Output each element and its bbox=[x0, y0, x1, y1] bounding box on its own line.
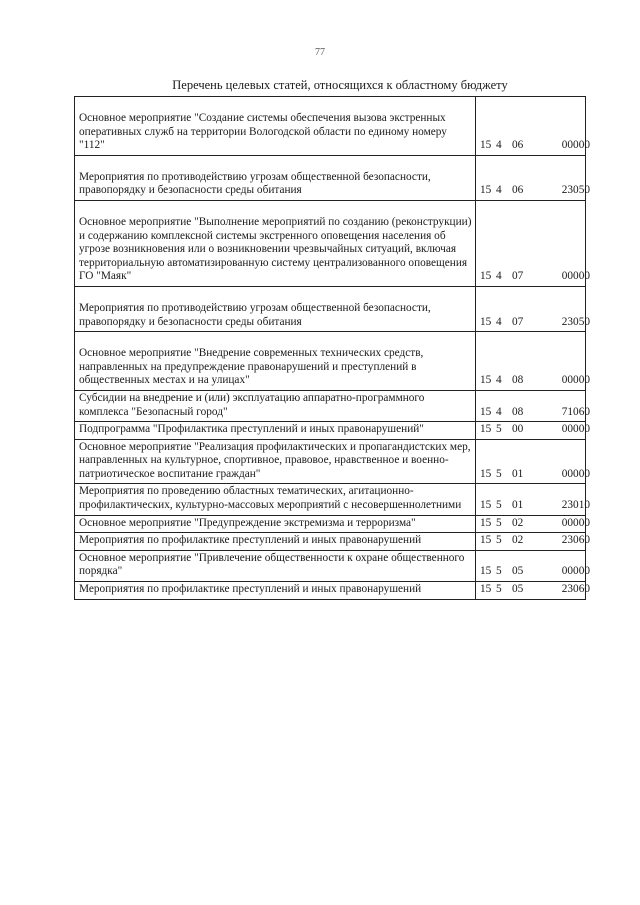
subprogram-code: 5 bbox=[496, 423, 502, 436]
table-row bbox=[75, 533, 586, 551]
main-event-code: 06 bbox=[512, 184, 524, 197]
article-description bbox=[75, 97, 476, 156]
article-code bbox=[476, 155, 590, 200]
subprogram-code: 4 bbox=[496, 139, 502, 152]
main-event-code: 08 bbox=[512, 405, 524, 418]
direction-code: 00000 bbox=[561, 565, 590, 578]
main-event-code: 08 bbox=[512, 374, 524, 387]
program-code: 15 bbox=[480, 583, 492, 596]
table-row bbox=[75, 390, 586, 421]
direction-code: 00000 bbox=[561, 423, 590, 436]
main-event-code: 01 bbox=[512, 499, 524, 512]
article-code bbox=[476, 515, 590, 533]
article-description bbox=[75, 286, 476, 331]
direction-code: 71060 bbox=[561, 405, 590, 418]
article-description-text: Основное мероприятие "Создание системы обеспечения вызова экстренных оперативных служб на территории Вологодской области по единому номеру "112" bbox=[79, 112, 447, 152]
subprogram-code: 5 bbox=[496, 583, 502, 596]
article-description bbox=[75, 582, 476, 600]
table-row bbox=[75, 97, 586, 156]
article-description bbox=[75, 155, 476, 200]
direction-code: 00000 bbox=[561, 374, 590, 387]
main-event-code: 06 bbox=[512, 139, 524, 152]
program-code: 15 bbox=[480, 374, 492, 387]
main-event-code: 07 bbox=[512, 315, 524, 328]
direction-code: 00000 bbox=[561, 270, 590, 283]
program-code: 15 bbox=[480, 423, 492, 436]
article-description-text: Основное мероприятие "Внедрение современных технических средств, направленных на предупреждение правонарушений и преступлений в общественных местах и на улицах" bbox=[79, 347, 424, 387]
article-code bbox=[476, 422, 590, 440]
subprogram-code: 4 bbox=[496, 405, 502, 418]
document-title: Перечень целевых статей, относящихся к областному бюджету bbox=[172, 78, 508, 92]
article-description-text: Субсидии на внедрение и (или) эксплуатацию аппаратно-программного комплекса "Безопасный город" bbox=[79, 391, 425, 418]
page-number: 77 bbox=[315, 47, 325, 58]
main-event-code: 02 bbox=[512, 516, 524, 529]
program-code: 15 bbox=[480, 467, 492, 480]
article-description-text: Основное мероприятие "Выполнение мероприятий по созданию (реконструкции) и содержанию комплексной системы экстренного оповещения населения об угрозе возникновения или о возникновении чрезвычайных ситуаций, включая территориальную автоматизированную систему централизованного оповещения ГО "Маяк" bbox=[79, 215, 472, 283]
article-code bbox=[476, 97, 590, 156]
subprogram-code: 4 bbox=[496, 315, 502, 328]
article-description bbox=[75, 390, 476, 421]
table-row bbox=[75, 200, 586, 286]
article-description bbox=[75, 484, 476, 515]
program-code: 15 bbox=[480, 534, 492, 547]
subprogram-code: 4 bbox=[496, 184, 502, 197]
subprogram-code: 5 bbox=[496, 516, 502, 529]
article-description bbox=[75, 200, 476, 286]
table-row bbox=[75, 439, 586, 484]
direction-code: 00000 bbox=[561, 139, 590, 152]
program-code: 15 bbox=[480, 516, 492, 529]
article-description-text: Мероприятия по проведению областных тематических, агитационно-профилактических, культурно-массовых мероприятий с несовершеннолетними bbox=[79, 485, 462, 512]
subprogram-code: 5 bbox=[496, 565, 502, 578]
direction-code: 00000 bbox=[561, 516, 590, 529]
subprogram-code: 5 bbox=[496, 534, 502, 547]
article-description bbox=[75, 533, 476, 551]
article-description-text: Мероприятия по профилактике преступлений и иных правонарушений bbox=[79, 534, 422, 547]
program-code: 15 bbox=[480, 565, 492, 578]
main-event-code: 05 bbox=[512, 583, 524, 596]
main-event-code: 02 bbox=[512, 534, 524, 547]
table-row bbox=[75, 422, 586, 440]
subprogram-code: 4 bbox=[496, 374, 502, 387]
article-code bbox=[476, 200, 590, 286]
program-code: 15 bbox=[480, 405, 492, 418]
article-description-text: Основное мероприятие "Реализация профилактических и пропагандистских мер, направленных на культурное, спортивное, правовое, нравственное и военно-патриотическое воспитание граждан" bbox=[79, 440, 471, 480]
article-description-text: Основное мероприятие "Привлечение общественности к охране общественного порядка" bbox=[79, 551, 465, 578]
direction-code: 23060 bbox=[561, 534, 590, 547]
target-articles-table bbox=[74, 96, 590, 600]
program-code: 15 bbox=[480, 270, 492, 283]
subprogram-code: 5 bbox=[496, 499, 502, 512]
article-description-text: Основное мероприятие "Предупреждение экстремизма и терроризма" bbox=[79, 516, 416, 529]
article-code bbox=[476, 286, 590, 331]
program-code: 15 bbox=[480, 315, 492, 328]
article-description-text: Мероприятия по противодействию угрозам общественной безопасности, правопорядку и безопасности среды обитания bbox=[79, 301, 431, 328]
article-description bbox=[75, 332, 476, 391]
table-row bbox=[75, 582, 586, 600]
article-description bbox=[75, 550, 476, 581]
program-code: 15 bbox=[480, 499, 492, 512]
article-description bbox=[75, 515, 476, 533]
direction-code: 00000 bbox=[561, 467, 590, 480]
article-code bbox=[476, 390, 590, 421]
article-code bbox=[476, 332, 590, 391]
table-row bbox=[75, 286, 586, 331]
article-code bbox=[476, 550, 590, 581]
table-row bbox=[75, 515, 586, 533]
table-row bbox=[75, 484, 586, 515]
main-event-code: 07 bbox=[512, 270, 524, 283]
subprogram-code: 5 bbox=[496, 467, 502, 480]
program-code: 15 bbox=[480, 184, 492, 197]
direction-code: 23050 bbox=[561, 184, 590, 197]
article-description-text: Подпрограмма "Профилактика преступлений и иных правонарушений" bbox=[79, 423, 424, 436]
direction-code: 23010 bbox=[561, 499, 590, 512]
article-code bbox=[476, 582, 590, 600]
article-description bbox=[75, 439, 476, 484]
main-event-code: 01 bbox=[512, 467, 524, 480]
main-event-code: 05 bbox=[512, 565, 524, 578]
table-row bbox=[75, 155, 586, 200]
article-description-text: Мероприятия по противодействию угрозам общественной безопасности, правопорядку и безопасности среды обитания bbox=[79, 170, 431, 197]
table-row bbox=[75, 332, 586, 391]
direction-code: 23050 bbox=[561, 315, 590, 328]
article-description bbox=[75, 422, 476, 440]
direction-code: 23060 bbox=[561, 583, 590, 596]
article-description-text: Мероприятия по профилактике преступлений и иных правонарушений bbox=[79, 583, 422, 596]
table-row bbox=[75, 550, 586, 581]
article-code bbox=[476, 533, 590, 551]
article-code bbox=[476, 439, 590, 484]
main-event-code: 00 bbox=[512, 423, 524, 436]
program-code: 15 bbox=[480, 139, 492, 152]
article-code bbox=[476, 484, 590, 515]
subprogram-code: 4 bbox=[496, 270, 502, 283]
